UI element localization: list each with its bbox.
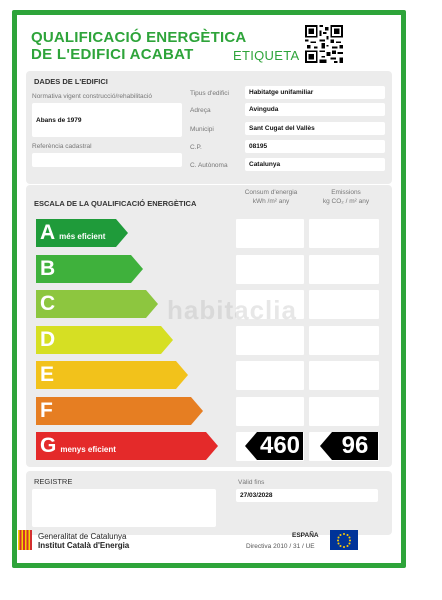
energy-class-letter: E	[40, 363, 55, 386]
energy-class-e	[36, 361, 188, 389]
consum-cell	[236, 326, 304, 355]
directive-text: Directiva 2010 / 31 / UE	[246, 543, 315, 550]
qr-code-icon	[305, 25, 343, 63]
energy-class-letter: F	[40, 398, 53, 422]
emissions-cell	[309, 361, 379, 390]
energy-class-d	[36, 326, 173, 354]
energy-class-bar	[36, 432, 206, 460]
energy-class-arrow-tip	[206, 432, 218, 460]
field-value-autonoma: Catalunya	[245, 158, 385, 171]
energy-class-letter: C	[40, 292, 56, 315]
energy-class-letter: A	[40, 221, 56, 244]
energy-class-text: més eficient	[59, 231, 106, 241]
energy-class-arrow-tip	[161, 326, 173, 354]
country-text: ESPAÑA	[292, 532, 319, 539]
referencia-label: Referència cadastral	[32, 143, 92, 150]
emissions-cell	[309, 255, 379, 284]
scale-section-title: ESCALA DE LA QUALIFICACIÓ ENERGÈTICA	[34, 199, 197, 208]
icaen-text: Institut Català d'Energia	[38, 541, 130, 550]
title-line1: QUALIFICACIÓ ENERGÈTICA	[31, 29, 247, 46]
energy-class-f	[36, 397, 203, 425]
energy-class-g	[36, 432, 218, 460]
energy-class-bar	[36, 326, 161, 354]
consum-cell	[236, 397, 304, 426]
consum-cell	[236, 255, 304, 284]
consum-header: Consum d'energia	[244, 189, 298, 196]
energy-class-arrow-tip	[176, 361, 188, 389]
energy-class-text: menys eficient	[60, 444, 116, 454]
watermark: habitaclia	[167, 295, 297, 325]
registre-panel	[26, 471, 392, 535]
emissions-cell	[309, 397, 379, 426]
consum-unit: kWh /m² any	[252, 198, 290, 205]
consum-value: 460	[257, 432, 303, 460]
field-label-municipi: Municipi	[190, 126, 214, 133]
title-line2: DE L'EDIFICI ACABAT	[31, 46, 194, 63]
field-value-cp: 08195	[245, 140, 385, 153]
registre-value	[32, 489, 216, 527]
emissions-header: Emissions	[331, 189, 361, 196]
referencia-value	[32, 153, 182, 167]
energy-class-arrow-tip	[146, 290, 158, 318]
energy-class-letter: D	[40, 327, 56, 351]
energy-class-bar	[36, 290, 146, 318]
emissions-value: 96	[332, 432, 378, 460]
energy-class-arrow-tip	[131, 255, 143, 283]
valid-label: Vàlid fins	[238, 479, 265, 486]
building-data-panel	[26, 71, 392, 184]
energy-class-arrow-tip	[116, 219, 128, 247]
generalitat-text: Generalitat de Catalunya	[38, 532, 127, 541]
energy-class-bar	[36, 397, 191, 425]
energy-class-a	[36, 219, 128, 247]
etiqueta-label: ETIQUETA	[233, 48, 300, 63]
energy-class-b	[36, 255, 143, 283]
generalitat-logo-icon	[18, 530, 32, 550]
field-label-cp: C.P.	[190, 144, 202, 151]
consum-cell	[236, 219, 304, 248]
energy-class-bar	[36, 255, 131, 283]
energy-class-arrow-tip	[191, 397, 203, 425]
consum-cell	[236, 361, 304, 390]
building-section-title: DADES DE L'EDIFICI	[34, 77, 108, 86]
emissions-unit: kg CO₂ / m² any	[322, 198, 370, 205]
emissions-cell	[309, 219, 379, 248]
field-value-municipi: Sant Cugat del Vallès	[245, 122, 385, 135]
energy-class-bar	[36, 361, 176, 389]
label-frame	[12, 10, 406, 568]
field-label-adreca: Adreça	[190, 107, 211, 114]
normativa-label: Normativa vigent construcció/rehabilitació	[32, 93, 152, 100]
energy-class-c	[36, 290, 158, 318]
emissions-cell	[309, 326, 379, 355]
energy-class-letter: B	[40, 256, 56, 280]
emissions-rating-marker	[320, 432, 378, 460]
energy-class-bar	[36, 219, 116, 247]
valid-value: 27/03/2028	[236, 489, 378, 502]
emissions-cell	[309, 290, 379, 319]
energy-scale-panel	[26, 185, 392, 467]
eu-flag-icon	[330, 530, 358, 550]
consum-rating-marker	[245, 432, 303, 460]
field-label-autonoma: C. Autònoma	[190, 162, 228, 169]
field-value-adreca: Avinguda	[245, 103, 385, 116]
field-label-tipus: Tipus d'edifici	[190, 90, 229, 97]
energy-class-letter: G	[40, 434, 57, 457]
registre-label: REGISTRE	[34, 477, 73, 486]
normativa-value: Abans de 1979	[32, 103, 182, 137]
field-value-tipus: Habitatge unifamiliar	[245, 86, 385, 99]
label-inner	[17, 15, 401, 563]
